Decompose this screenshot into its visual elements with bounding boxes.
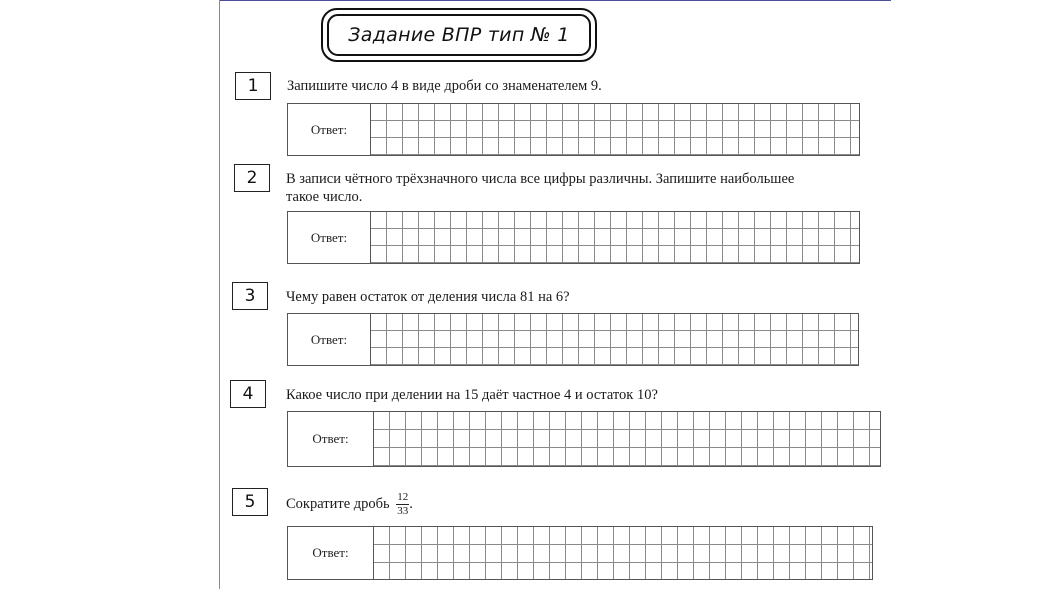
answer-grid-5[interactable] <box>374 527 872 579</box>
answer-box-4 <box>287 411 881 467</box>
title-frame <box>321 8 597 62</box>
answer-label: Ответ: <box>288 412 374 466</box>
answer-box-2 <box>287 211 860 264</box>
answer-grid-4[interactable] <box>374 412 880 466</box>
answer-label: Ответ: <box>288 314 371 365</box>
answer-box-5 <box>287 526 873 580</box>
fraction-denominator: 33 <box>397 505 409 517</box>
answer-box-1 <box>287 103 860 156</box>
question-number-4: 4 <box>230 380 266 408</box>
left-margin-rule <box>219 0 220 589</box>
question-text-2-line1: В записи чётного трёхзначного числа все цифры различны. Запишите наибольшее <box>286 171 795 187</box>
page-title: Задание ВПР тип № 1 <box>327 14 591 56</box>
question-text-1: Запишите число 4 в виде дроби со знаменателем 9. <box>287 78 602 94</box>
question-number-1: 1 <box>235 72 271 100</box>
question-text-2 <box>286 170 794 206</box>
question-number-2: 2 <box>234 164 270 192</box>
answer-grid-3[interactable] <box>371 314 858 365</box>
question-text-5 <box>286 492 413 517</box>
question-text-2-line2: такое число. <box>286 189 363 205</box>
answer-grid-2[interactable] <box>371 212 859 263</box>
answer-label: Ответ: <box>288 104 371 155</box>
question-text-5-label: Сократите дробь <box>286 495 390 512</box>
question-number-3: 3 <box>232 282 268 310</box>
top-rule <box>220 0 891 1</box>
answer-label: Ответ: <box>288 527 374 579</box>
question-text-5-suffix: . <box>409 495 413 512</box>
answer-grid-1[interactable] <box>371 104 859 155</box>
fraction-numerator: 12 <box>397 491 409 503</box>
answer-label: Ответ: <box>288 212 371 263</box>
question-text-3: Чему равен остаток от деления числа 81 на 6? <box>286 289 570 305</box>
answer-box-3 <box>287 313 859 366</box>
question-number-5: 5 <box>232 488 268 516</box>
fraction <box>396 492 409 517</box>
question-text-4: Какое число при делении на 15 даёт частное 4 и остаток 10? <box>286 387 658 403</box>
